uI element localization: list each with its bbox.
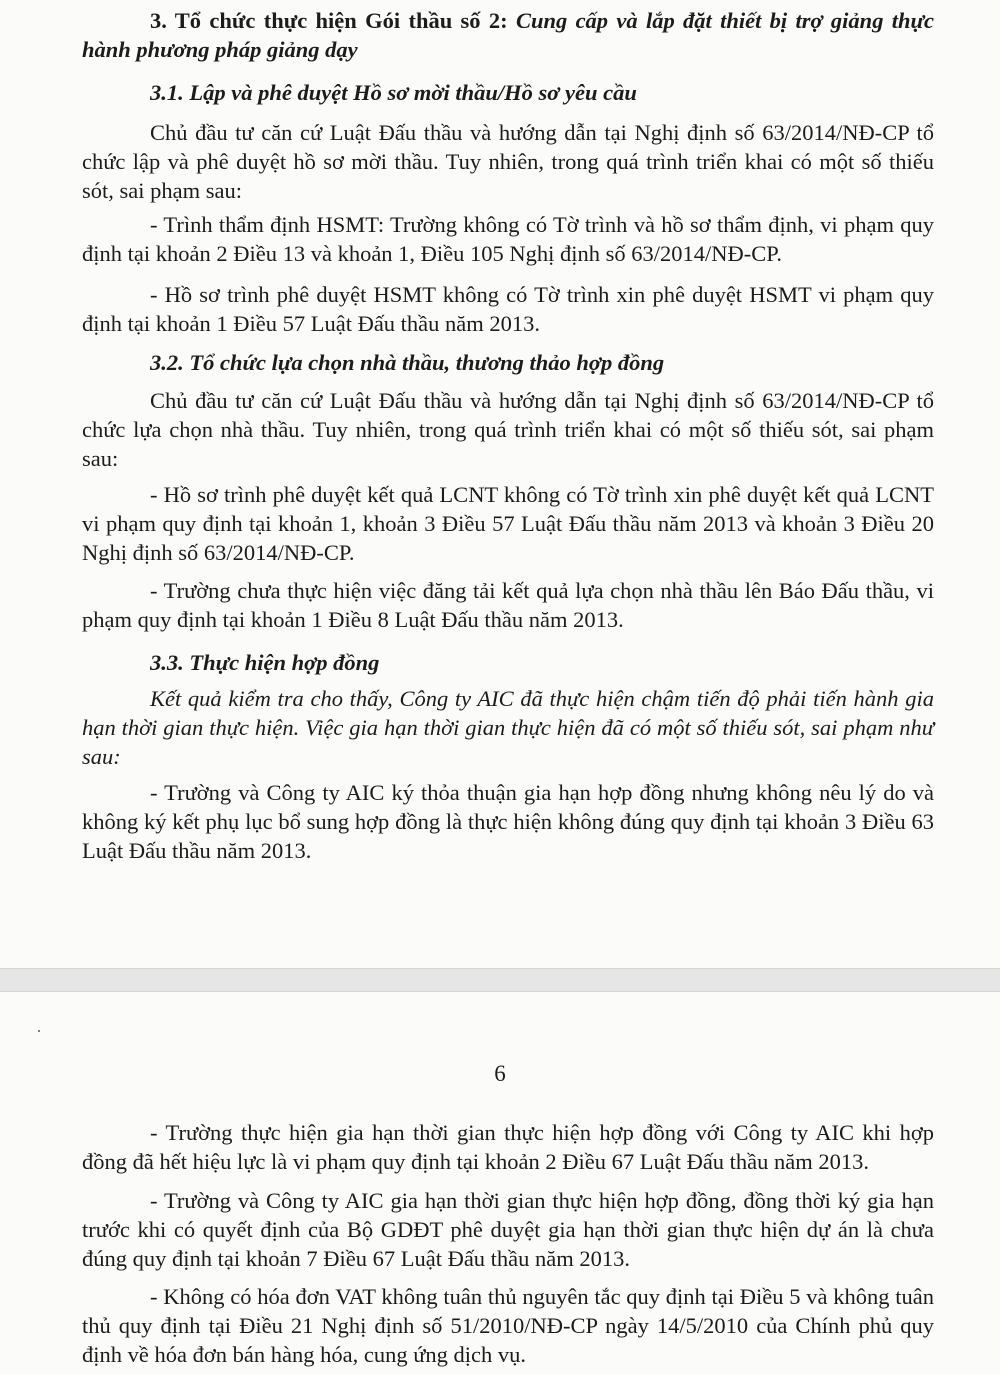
section-3-2-heading: 3.2. Tổ chức lựa chọn nhà thầu, thương thảo hợp đồng	[150, 350, 665, 375]
page-separator	[0, 968, 1000, 992]
section-3-2-paragraph-1: Chủ đầu tư căn cứ Luật Đấu thầu và hướng dẫn tại Nghị định số 63/2014/NĐ-CP tổ chức lựa chọn nhà thầu. Tuy nhiên, trong quá trình triển khai có một số thiếu sót, sai phạm sau:	[82, 388, 934, 471]
page-number: 6	[494, 1061, 506, 1086]
section-3-1-paragraph-1: Chủ đầu tư căn cứ Luật Đấu thầu và hướng dẫn tại Nghị định số 63/2014/NĐ-CP tổ chức lập và phê duyệt hồ sơ mời thầu. Tuy nhiên, trong quá trình triển khai có một số thiếu sót, sai phạm sau:	[82, 120, 934, 203]
section-3-1-paragraph-2: - Trình thẩm định HSMT: Trường không có Tờ trình và hồ sơ thẩm định, vi phạm quy định tại khoản 2 Điều 13 và khoản 1, Điều 105 Nghị định số 63/2014/NĐ-CP.	[82, 212, 934, 266]
page-6-paragraph-2: - Trường và Công ty AIC gia hạn thời gian thực hiện hợp đồng, đồng thời ký gia hạn trước khi có quyết định của Bộ GDĐT phê duyệt gia hạn thời gian thực hiện dự án là chưa đúng quy định tại khoản 7 Điều 67 Luật Đấu thầu năm 2013.	[82, 1188, 934, 1271]
page-6-paragraph-1: - Trường thực hiện gia hạn thời gian thực hiện hợp đồng với Công ty AIC khi hợp đồng đã hết hiệu lực là vi phạm quy định tại khoản 2 Điều 67 Luật Đấu thầu năm 2013.	[82, 1120, 934, 1174]
section-3-heading-italic: Cung cấp và lắp đặt thiết bị trợ giảng thực hành phương pháp giảng dạy	[82, 8, 934, 62]
section-3-1-heading: 3.1. Lập và phê duyệt Hồ sơ mời thầu/Hồ sơ yêu cầu	[150, 80, 637, 105]
section-3-3-heading: 3.3. Thực hiện hợp đồng	[150, 650, 380, 675]
scan-speck	[38, 1030, 40, 1032]
page-6-paragraph-3: - Không có hóa đơn VAT không tuân thủ nguyên tắc quy định tại Điều 5 và không tuân thủ quy định tại Điều 21 Nghị định số 51/2010/NĐ-CP ngày 14/5/2010 của Chính phủ quy định về hóa đơn bán hàng hóa, cung ứng dịch vụ.	[82, 1284, 934, 1367]
section-3-3-paragraph-1: Kết quả kiểm tra cho thấy, Công ty AIC đã thực hiện chậm tiến độ phải tiến hành gia hạn thời gian thực hiện. Việc gia hạn thời gian thực hiện đã có một số thiếu sót, sai phạm như sau:	[82, 686, 934, 769]
section-3-1-paragraph-3: - Hồ sơ trình phê duyệt HSMT không có Tờ trình xin phê duyệt HSMT vi phạm quy định tại khoản 1 Điều 57 Luật Đấu thầu năm 2013.	[82, 282, 934, 336]
section-3-3-paragraph-2: - Trường và Công ty AIC ký thỏa thuận gia hạn hợp đồng nhưng không nêu lý do và không ký kết phụ lục bổ sung hợp đồng là thực hiện không đúng quy định tại khoản 3 Điều 63 Luật Đấu thầu năm 2013.	[82, 780, 934, 863]
section-3-heading	[82, 6, 934, 64]
section-3-2-paragraph-2: - Hồ sơ trình phê duyệt kết quả LCNT không có Tờ trình xin phê duyệt kết quả LCNT vi phạm quy định tại khoản 1, khoản 3 Điều 57 Luật Đấu thầu năm 2013 và khoản 3 Điều 20 Nghị định số 63/2014/NĐ-CP.	[82, 482, 934, 565]
section-3-heading-prefix: 3. Tổ chức thực hiện Gói thầu số 2:	[150, 8, 516, 33]
section-3-2-paragraph-3: - Trường chưa thực hiện việc đăng tải kết quả lựa chọn nhà thầu lên Báo Đấu thầu, vi phạm quy định tại khoản 1 Điều 8 Luật Đấu thầu năm 2013.	[82, 578, 934, 632]
